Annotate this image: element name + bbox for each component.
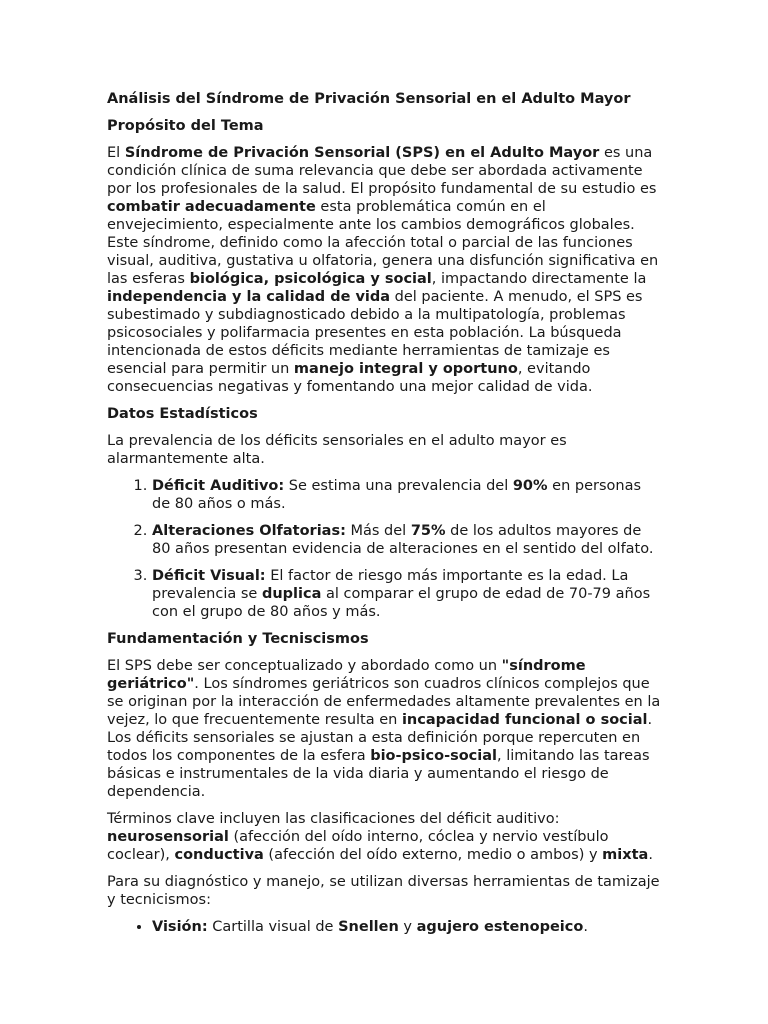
paragraph-fundamentacion-1 [107,657,663,801]
bold-run: biológica, psicológica y social [189,271,432,287]
bold-run: incapacidad funcional o social [401,712,648,728]
bold-run: independencia y la calidad de vida [107,289,391,305]
paragraph-datos-intro: La prevalencia de los déficits sensoriales en el adulto mayor es alarmantemente alta. [107,433,567,467]
text-run: Términos clave incluyen las clasificaciones del déficit auditivo: [107,811,560,827]
list-item-label: Déficit Auditivo: [152,478,285,494]
section-heading-proposito: Propósito del Tema [107,118,264,134]
paragraph-fundamentacion-3: Para su diagnóstico y manejo, se utilizan diversas herramientas de tamizaje y tecnicismos: [107,874,660,908]
bold-run: bio-psico-social [370,748,498,764]
text-run: en personas de 80 años o más. [152,478,642,512]
bold-run: neurosensorial [107,829,229,845]
bold-run: mixta [602,847,649,863]
list-item [152,522,663,558]
bold-run: duplica [261,586,322,602]
text-run: Cartilla visual de [207,919,339,935]
text-run: es una condición clínica de suma relevancia que debe ser abordada activamente por los profesionales de la salud. El propósito fundamental de su estudio es [107,145,657,197]
text-run: . [583,919,588,935]
text-run: , evitando consecuencias negativas y fomentando una mejor calidad de vida. [107,361,593,395]
stats-list [107,477,663,621]
bold-run: combatir adecuadamente [107,199,316,215]
list-item [152,918,663,936]
bold-run: Snellen [338,919,399,935]
section-heading-fundamentacion: Fundamentación y Tecniscismos [107,631,369,647]
list-item [152,477,663,513]
text-run: , impactando directamente la [431,271,647,287]
text-run: . [648,847,653,863]
text-run: Se estima una prevalencia del [284,478,513,494]
list-item-label: Déficit Visual: [152,568,266,584]
text-run: El [107,145,125,161]
document-page [107,90,663,945]
text-run: y [398,919,417,935]
bold-run: Síndrome de Privación Sensorial (SPS) en el Adulto Mayor [124,145,600,161]
list-item [152,567,663,621]
tools-list [107,918,663,936]
text-run: del paciente. A menudo, el SPS es subestimado y subdiagnosticado debido a la multipatología, problemas psicosociales y polifarmacia presentes en esta población. La búsqueda intencionada de estos déficits mediante herramientas de tamizaje es esencial para permitir un [107,289,643,377]
paragraph-fundamentacion-2 [107,810,663,864]
text-run: esta problemática común en el envejecimiento, especialmente ante los cambios demográficos globales. Este síndrome, definido como la afección total o parcial de las funciones visual, auditiva, gustativa u olfatoria, genera una disfunción significativa en las esferas [107,199,659,287]
text-run: Más del [345,523,411,539]
bold-run: manejo integral y oportuno [293,361,518,377]
text-run: El factor de riesgo más importante es la edad. La prevalencia se [152,568,629,602]
text-run: (afección del oído externo, medio o ambos) y [263,847,603,863]
section-heading-datos: Datos Estadísticos [107,406,258,422]
text-run: , limitando las tareas básicas e instrumentales de la vida diaria y aumentando el riesgo de dependencia. [107,748,650,800]
bold-run: conductiva [174,847,264,863]
document-title: Análisis del Síndrome de Privación Sensorial en el Adulto Mayor [107,91,631,107]
text-run: de los adultos mayores de 80 años presentan evidencia de alteraciones en el sentido del olfato. [152,523,654,557]
text-run: . Los síndromes geriátricos son cuadros clínicos complejos que se originan por la interacción de enfermedades altamente prevalentes en la vejez, lo que frecuentemente resulta en [107,676,661,728]
bold-run: 75% [410,523,446,539]
list-item-label: Visión: [152,919,208,935]
bold-run: "síndrome geriátrico" [107,658,586,692]
text-run: El SPS debe ser conceptualizado y abordado como un [107,658,502,674]
list-item-label: Alteraciones Olfatorias: [152,523,346,539]
bold-run: agujero estenopeico [416,919,584,935]
text-run: al comparar el grupo de edad de 70-79 años con el grupo de 80 años y más. [152,586,651,620]
paragraph-proposito [107,144,663,396]
text-run: (afección del oído interno, cóclea y nervio vestíbulo coclear), [107,829,609,863]
text-run: . Los déficits sensoriales se ajustan a esta definición porque repercuten en todos los componentes de la esfera [107,712,653,764]
bold-run: 90% [512,478,548,494]
